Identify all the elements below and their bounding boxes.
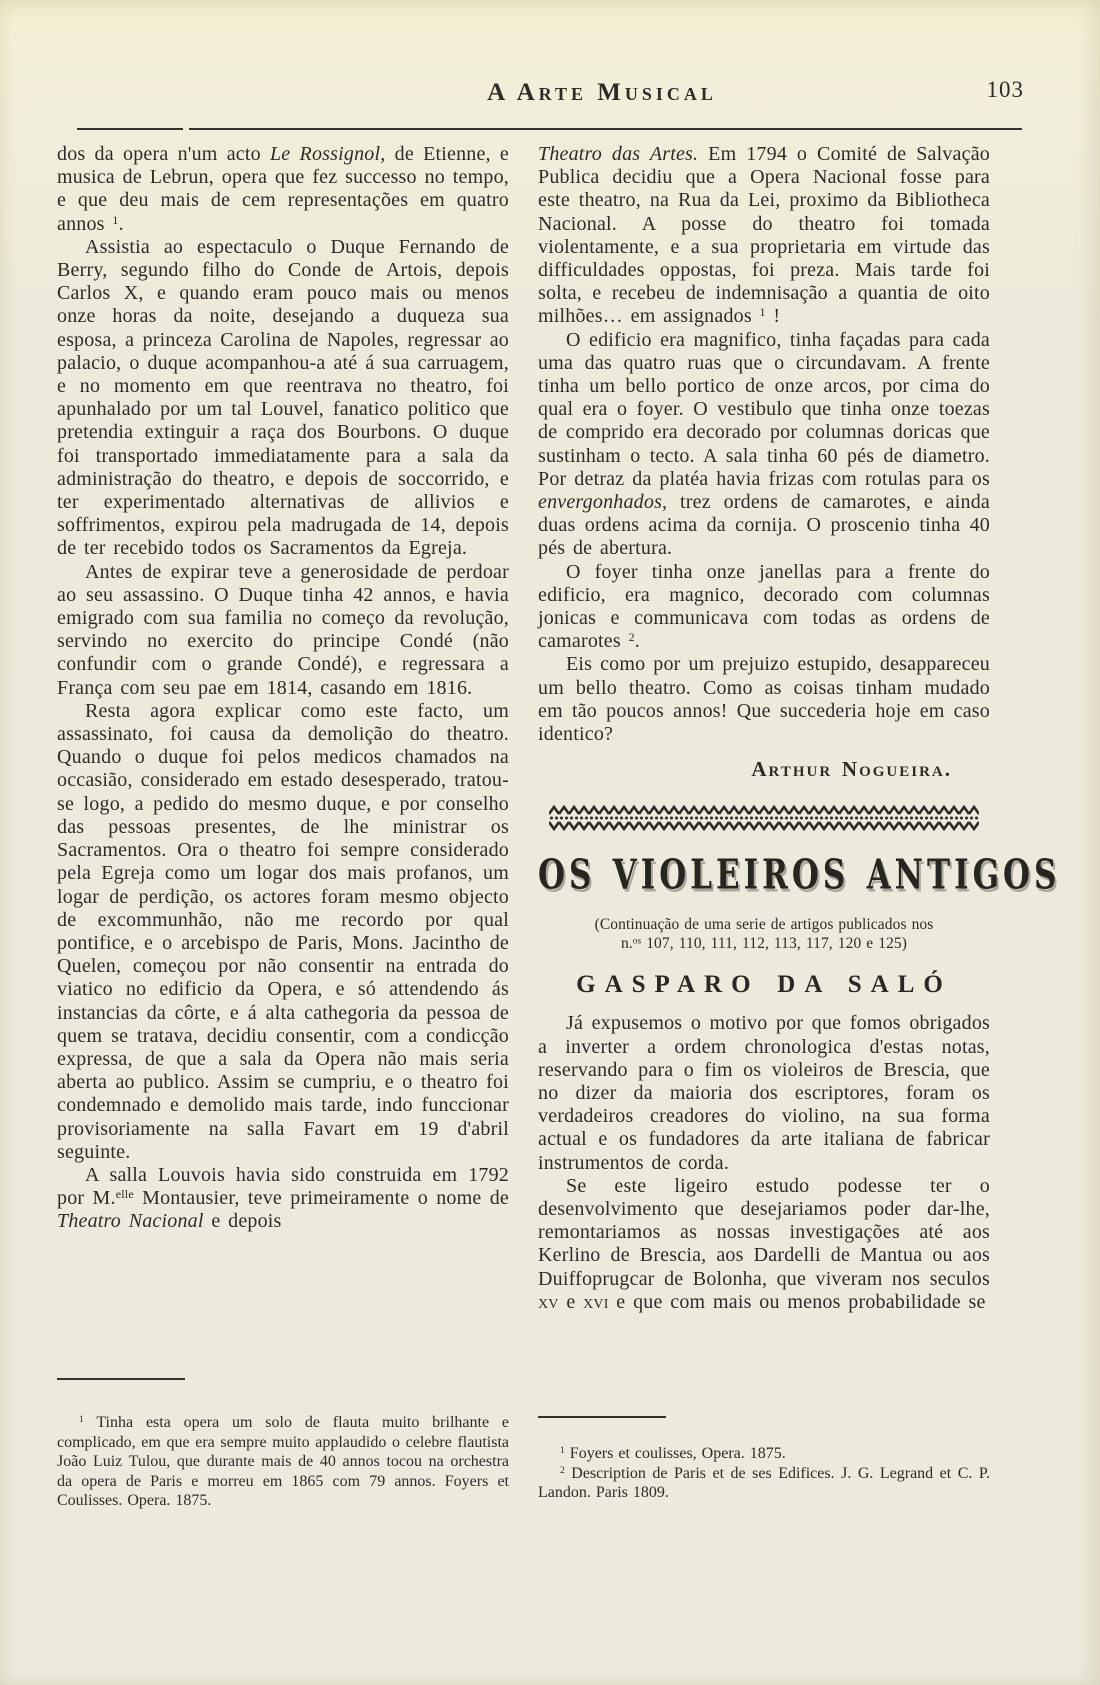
footnote-separator [57,1378,185,1380]
paragraph: dos da opera n'um acto Le Rossignol, de Etienne, e musica de Lebrun, opera que fez successo no tempo, e que deu mais de cem representações em quatro annos $^1$. [57,143,509,235]
header-rule-right [189,128,1022,130]
section-divider [549,805,979,831]
footnote-entry: $^1$ Tinha esta opera um solo de flauta muito brilhante e complicado, em que era sempre muito applaudido o celebre flautista João Luiz Tulou, que durante mais de 40 annos tocou na orchestra da opera de Paris e morreu em 1865 com 79 annos. Foyers et Coulisses. Opera. 1875. [57,1414,509,1509]
paragraph: Assistia ao espectaculo o Duque Fernando de Berry, segundo filho do Conde de Artois, depois Carlos X, e quando eram pouco mais ou menos onze horas da noite, desejando a duqueza sua esposa, a princeza Carolina de Napoles, regressar ao palacio, o duque acompanhou-a até á sua carruagem, e no momento em que reentrava no theatro, foi apunhalado por um tal Louvel, fanatico politico que pretendia extinguir a raça dos Bourbons. O duque foi transportado immediatamente para a sala da administração do theatro, e depois de soccorrido, e ter experimentado alternativas de allivios e soffrimentos, expirou pela madrugada de 14, depois de ter recebido todos os Sacramentos da Egreja. [57,235,509,560]
paragraph: Já expusemos o motivo por que fomos obrigados a inverter a ordem chronologica d'estas notas, reservando para o fim os violeiros de Brescia, que no dizer da maioria dos escriptores, foram os verdadeiros creadores do violino, na sua forma actual e os fundadores da arte italiana de fabricar instrumentos de corda. [538,1012,990,1174]
footnote-text [538,1444,990,1503]
page-number: 103 [986,77,1024,102]
paragraph: Se este ligeiro estudo podesse ter o desenvolvimento que desejariamos poder dar-lhe, remontariamos as nossas investigações até aos Kerlino de Brescia, aos Dardelli de Mantua ou aos Duiffoprugcar de Bolonha, que viveram nos seculos xv e xvi e que com mais ou menos probabilidade se [538,1174,990,1313]
footnote-entry: $^1$ Foyers et coulisses, Opera. 1875. [560,1445,786,1462]
left-footnote [57,1378,509,1511]
right-footnote [538,1416,990,1503]
continuation-note-line: n.$^{os}$ 107, 110, 111, 112, 113, 117, 120 e 125) [620,935,908,953]
continuation-note [538,915,990,953]
header-rule-left [77,128,183,130]
zigzag-ornament-icon [549,805,979,831]
paragraph: Theatro das Artes. Em 1794 o Comité de Salvação Publica decidiu que a Opera Nacional fosse para este theatro, na Rua da Lei, proximo da Bibliotheca Nacional. A posse do theatro foi tomada violentamente, e a sua proprietaria em virtude das difficuldades oppostas, foi preza. Mais tarde foi solta, e recebeu de indemnisação a quantia de oito milhões… em assignados $^1$ ! [538,143,990,328]
section-heading: GASPARO DA SALÓ [576,971,952,999]
footnote-text [57,1413,509,1511]
right-column [538,143,1061,1314]
article-title: OS VIOLEIROS ANTIGOS [538,852,1061,900]
paragraph: Eis como por um prejuizo estupido, desappareceu um bello theatro. Como as coisas tinham mudado em tão poucos annos! Que succederia hoje em caso identico? [538,653,990,746]
continuation-note-line: (Continuação de uma serie de artigos publicados nos [594,916,934,934]
author-signature: Arthur Nogueira. [751,757,952,782]
footnote-separator [538,1416,666,1418]
paragraph: O foyer tinha onze janellas para a frente do edificio, era magnico, decorado com columnas jonicas e communicava com todas as ordens de camarotes $^2$. [538,560,990,653]
paragraph: Antes de expirar teve a generosidade de perdoar ao seu assassino. O Duque tinha 42 annos, e havia emigrado com sua familia no começo da revolução, servindo no exercito do principe Condé (não confundir com o grande Condé), e regressara a França com seu pae em 1814, casando em 1816. [57,560,509,699]
paragraph: A salla Louvois havia sido construida em 1792 por M.$^{elle}$ Montausier, teve primeiramente o nome de Theatro Nacional e depois [57,1163,509,1233]
left-column [57,143,509,1234]
paragraph: O edificio era magnifico, tinha façadas para cada uma das quatro ruas que o circundavam. A frente tinha um bello portico de onze arcos, por cima do qual era o foyer. O vestibulo que tinha onze toezas de comprido era decorado por columnas doricas que sustinham o tecto. A sala tinha 60 pés de diametro. Por detraz da platéa havia frizas com rotulas para os envergonhados, trez ordens de camarotes, e ainda duas ordens acima da cornija. O proscenio tinha 40 pés de abertura. [538,328,990,560]
journal-title: A Arte Musical [487,79,717,106]
paragraph: Resta agora explicar como este facto, um assassinato, foi causa da demolição do theatro. Quando o duque foi pelos medicos chamados na occasião, considerado em estado desesperado, tratou-se logo, a pedido do mesmo duque, e por conselho das pessoas presentes, de lhe ministrar os Sacramentos. Ora o theatro foi sempre considerado pela Egreja como um logar dos mais profanos, um logar de perdição, os actores foram mesmo objecto de excommunhão, não me recordo por qual pontifice, e o arcebispo de Paris, Mons. Jacintho de Quelen, começou por não consentir na entrada do viatico no edificio da Opera, e só attendendo ás instancias da côrte, e á alta cathegoria da pessoa de quem se tratava, decidiu consentir, com a condicção expressa, de que a sala da Opera não mais seria aberta ao publico. Assim se cumpriu, e o theatro foi condemnado e demolido mais tarde, indo funccionar provisoriamente na salla Favart em 19 d'abril seguinte. [57,699,509,1163]
footnote-entry: $^2$ Description de Paris et de ses Edifices. J. G. Legrand et C. P. Landon. Paris 1809. [538,1464,990,1501]
